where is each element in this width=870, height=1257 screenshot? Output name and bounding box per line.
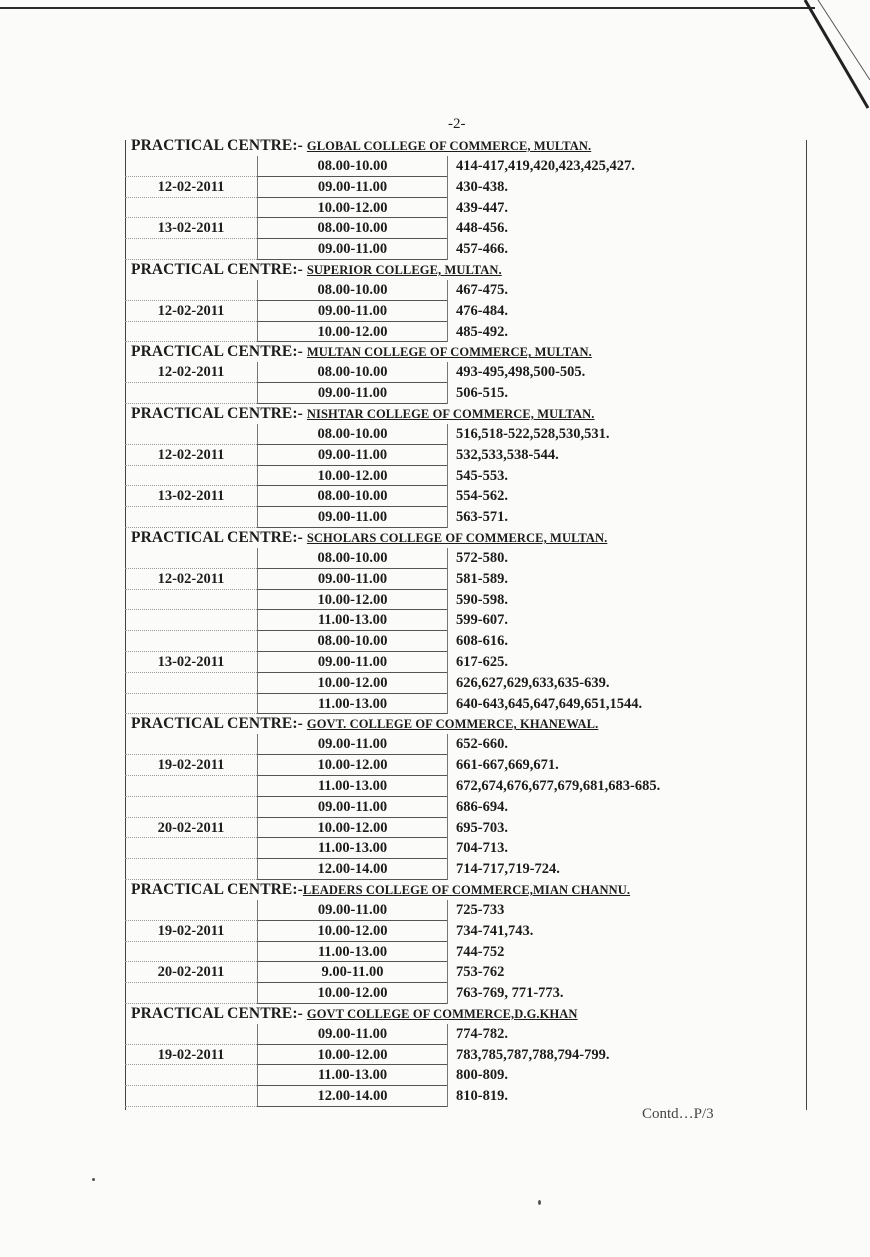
exam-date bbox=[125, 280, 257, 301]
centre-header bbox=[125, 342, 810, 362]
time-slot: 11.00-13.00 bbox=[257, 694, 447, 715]
exam-date bbox=[125, 610, 257, 631]
exam-date: 20-02-2011 bbox=[157, 964, 225, 981]
schedule-row bbox=[125, 590, 810, 611]
scan-speck bbox=[92, 1178, 95, 1181]
time-slot: 09.00-11.00 bbox=[257, 900, 447, 921]
schedule-row bbox=[125, 383, 810, 404]
roll-numbers: 686-694. bbox=[447, 797, 807, 818]
exam-date bbox=[125, 156, 257, 177]
schedule-row bbox=[125, 734, 810, 755]
exam-date bbox=[125, 198, 257, 219]
centre-name: SUPERIOR COLLEGE, MULTAN. bbox=[306, 262, 502, 277]
centre-header bbox=[125, 880, 810, 900]
schedule-row bbox=[125, 694, 810, 715]
time-slot: 09.00-11.00 bbox=[257, 734, 447, 755]
roll-numbers: 581-589. bbox=[447, 569, 807, 590]
roll-numbers: 753-762 bbox=[447, 962, 807, 983]
roll-numbers: 608-616. bbox=[447, 631, 807, 652]
row-divider bbox=[125, 259, 257, 260]
schedule-row bbox=[125, 900, 810, 921]
schedule-row bbox=[125, 776, 810, 797]
roll-numbers: 725-733 bbox=[447, 900, 807, 921]
row-divider bbox=[125, 1106, 257, 1107]
schedule-row bbox=[125, 610, 810, 631]
roll-numbers: 448-456. bbox=[447, 218, 807, 239]
exam-date bbox=[125, 1024, 257, 1045]
roll-numbers: 554-562. bbox=[447, 486, 807, 507]
roll-numbers: 626,627,629,633,635-639. bbox=[447, 673, 807, 694]
exam-date bbox=[125, 239, 257, 260]
centre-name: MULTAN COLLEGE OF COMMERCE, MULTAN. bbox=[306, 345, 592, 360]
schedule-row bbox=[125, 1086, 810, 1107]
page-number: -2- bbox=[448, 116, 466, 132]
roll-numbers: 506-515. bbox=[447, 383, 807, 404]
exam-date bbox=[125, 548, 257, 569]
roll-numbers: 734-741,743. bbox=[447, 921, 807, 942]
roll-numbers: 800-809. bbox=[447, 1065, 807, 1086]
centre-header bbox=[125, 714, 810, 734]
roll-numbers: 744-752 bbox=[447, 942, 807, 963]
schedule-row bbox=[125, 942, 810, 963]
exam-date bbox=[125, 983, 257, 1004]
time-slot: 11.00-13.00 bbox=[257, 942, 447, 963]
schedule-row bbox=[125, 218, 810, 239]
scan-top-border bbox=[0, 7, 815, 9]
scan-corner-mark bbox=[800, 0, 870, 110]
roll-numbers: 695-703. bbox=[447, 818, 807, 839]
roll-numbers: 590-598. bbox=[447, 590, 807, 611]
schedule-row bbox=[125, 673, 810, 694]
exam-date: 19-02-2011 bbox=[157, 1046, 225, 1063]
centre-name: GOVT COLLEGE OF COMMERCE,D.G.KHAN bbox=[306, 1006, 578, 1021]
scan-speck bbox=[538, 1200, 541, 1205]
exam-date: 12-02-2011 bbox=[157, 178, 225, 195]
roll-numbers: 810-819. bbox=[447, 1086, 807, 1107]
schedule-row bbox=[125, 486, 810, 507]
centre-header bbox=[125, 528, 810, 548]
roll-numbers: 599-607. bbox=[447, 610, 807, 631]
roll-numbers: 430-438. bbox=[447, 177, 807, 198]
exam-date bbox=[125, 424, 257, 445]
exam-date bbox=[125, 942, 257, 963]
centre-header bbox=[125, 136, 810, 156]
centre-prefix: PRACTICAL CENTRE:- bbox=[131, 404, 303, 422]
centre-name: LEADERS COLLEGE OF COMMERCE,MIAN CHANNU. bbox=[302, 882, 631, 897]
exam-date bbox=[125, 1065, 257, 1086]
centre-header bbox=[125, 260, 810, 280]
time-slot: 09.00-11.00 bbox=[257, 445, 447, 466]
centre-name: GOVT. COLLEGE OF COMMERCE, KHANEWAL. bbox=[306, 717, 599, 732]
exam-date bbox=[125, 776, 257, 797]
schedule-row bbox=[125, 983, 810, 1004]
schedule-row bbox=[125, 239, 810, 260]
time-slot: 10.00-12.00 bbox=[257, 322, 447, 343]
centre-name: NISHTAR COLLEGE OF COMMERCE, MULTAN. bbox=[306, 406, 595, 421]
schedule-row bbox=[125, 838, 810, 859]
roll-numbers: 704-713. bbox=[447, 838, 807, 859]
roll-numbers: 763-769, 771-773. bbox=[447, 983, 807, 1004]
schedule-row bbox=[125, 198, 810, 219]
time-slot: 12.00-14.00 bbox=[257, 859, 447, 880]
schedule-row bbox=[125, 280, 810, 301]
row-divider bbox=[125, 527, 257, 528]
centre-prefix: PRACTICAL CENTRE:- bbox=[131, 1004, 303, 1022]
centre-prefix: PRACTICAL CENTRE:- bbox=[131, 715, 303, 733]
roll-numbers: 774-782. bbox=[447, 1024, 807, 1045]
exam-date: 13-02-2011 bbox=[157, 488, 225, 505]
time-slot: 08.00-10.00 bbox=[257, 156, 447, 177]
schedule-row bbox=[125, 301, 810, 322]
row-divider bbox=[125, 1003, 257, 1004]
schedule-row bbox=[125, 962, 810, 983]
time-slot: 10.00-12.00 bbox=[257, 755, 447, 776]
time-slot: 09.00-11.00 bbox=[257, 652, 447, 673]
schedule-row bbox=[125, 507, 810, 528]
schedule-row bbox=[125, 156, 810, 177]
exam-date: 12-02-2011 bbox=[157, 446, 225, 463]
roll-numbers: 572-580. bbox=[447, 548, 807, 569]
time-slot: 09.00-11.00 bbox=[257, 507, 447, 528]
schedule-row bbox=[125, 1024, 810, 1045]
time-slot: 11.00-13.00 bbox=[257, 776, 447, 797]
roll-numbers: 640-643,645,647,649,651,1544. bbox=[447, 694, 807, 715]
exam-date bbox=[125, 631, 257, 652]
exam-date: 19-02-2011 bbox=[157, 922, 225, 939]
roll-numbers: 457-466. bbox=[447, 239, 807, 260]
row-divider bbox=[125, 879, 257, 880]
exam-date bbox=[125, 900, 257, 921]
exam-date bbox=[125, 383, 257, 404]
centre-prefix: PRACTICAL CENTRE:- bbox=[131, 260, 303, 278]
row-divider bbox=[125, 713, 257, 714]
roll-numbers: 516,518-522,528,530,531. bbox=[447, 424, 807, 445]
roll-numbers: 652-660. bbox=[447, 734, 807, 755]
centre-prefix: PRACTICAL CENTRE:- bbox=[131, 880, 303, 898]
continued-note: Contd…P/3 bbox=[642, 1106, 714, 1122]
exam-date bbox=[125, 797, 257, 818]
schedule-row bbox=[125, 445, 810, 466]
time-slot: 10.00-12.00 bbox=[257, 466, 447, 487]
time-slot: 10.00-12.00 bbox=[257, 818, 447, 839]
exam-date bbox=[125, 694, 257, 715]
roll-numbers: 467-475. bbox=[447, 280, 807, 301]
schedule-row bbox=[125, 548, 810, 569]
exam-date bbox=[125, 1086, 257, 1107]
exam-date: 19-02-2011 bbox=[157, 757, 225, 774]
centre-header bbox=[125, 404, 810, 424]
time-slot: 10.00-12.00 bbox=[257, 590, 447, 611]
schedule-row bbox=[125, 797, 810, 818]
exam-date bbox=[125, 507, 257, 528]
schedule-row bbox=[125, 569, 810, 590]
time-slot: 11.00-13.00 bbox=[257, 610, 447, 631]
exam-date: 20-02-2011 bbox=[157, 819, 225, 836]
practical-schedule-table bbox=[125, 136, 810, 1107]
exam-date bbox=[125, 466, 257, 487]
time-slot: 08.00-10.00 bbox=[257, 631, 447, 652]
centre-prefix: PRACTICAL CENTRE:- bbox=[131, 137, 303, 154]
roll-numbers: 476-484. bbox=[447, 301, 807, 322]
roll-numbers: 783,785,787,788,794-799. bbox=[447, 1045, 807, 1066]
roll-numbers: 485-492. bbox=[447, 322, 807, 343]
time-slot: 08.00-10.00 bbox=[257, 280, 447, 301]
roll-numbers: 532,533,538-544. bbox=[447, 445, 807, 466]
time-slot: 09.00-11.00 bbox=[257, 177, 447, 198]
roll-numbers: 661-667,669,671. bbox=[447, 755, 807, 776]
exam-date: 12-02-2011 bbox=[157, 570, 225, 587]
time-slot: 11.00-13.00 bbox=[257, 838, 447, 859]
schedule-row bbox=[125, 466, 810, 487]
row-divider bbox=[125, 341, 257, 342]
time-slot: 09.00-11.00 bbox=[257, 797, 447, 818]
time-slot: 08.00-10.00 bbox=[257, 548, 447, 569]
schedule-row bbox=[125, 859, 810, 880]
exam-date: 13-02-2011 bbox=[157, 653, 225, 670]
schedule-row bbox=[125, 424, 810, 445]
exam-date: 12-02-2011 bbox=[157, 302, 225, 319]
time-slot: 12.00-14.00 bbox=[257, 1086, 447, 1107]
schedule-row bbox=[125, 362, 810, 383]
row-divider bbox=[125, 403, 257, 404]
time-slot: 09.00-11.00 bbox=[257, 569, 447, 590]
roll-numbers: 439-447. bbox=[447, 198, 807, 219]
time-slot: 10.00-12.00 bbox=[257, 673, 447, 694]
time-slot: 09.00-11.00 bbox=[257, 1024, 447, 1045]
roll-numbers: 714-717,719-724. bbox=[447, 859, 807, 880]
time-slot: 08.00-10.00 bbox=[257, 218, 447, 239]
centre-prefix: PRACTICAL CENTRE:- bbox=[131, 528, 303, 546]
exam-date: 13-02-2011 bbox=[157, 220, 225, 237]
exam-date bbox=[125, 734, 257, 755]
roll-numbers: 563-571. bbox=[447, 507, 807, 528]
time-slot: 08.00-10.00 bbox=[257, 362, 447, 383]
time-slot: 09.00-11.00 bbox=[257, 301, 447, 322]
roll-numbers: 617-625. bbox=[447, 652, 807, 673]
exam-date bbox=[125, 673, 257, 694]
time-slot: 11.00-13.00 bbox=[257, 1065, 447, 1086]
exam-date bbox=[125, 590, 257, 611]
roll-numbers: 545-553. bbox=[447, 466, 807, 487]
time-slot: 08.00-10.00 bbox=[257, 424, 447, 445]
schedule-row bbox=[125, 631, 810, 652]
time-slot: 09.00-11.00 bbox=[257, 239, 447, 260]
time-slot: 10.00-12.00 bbox=[257, 198, 447, 219]
time-slot: 08.00-10.00 bbox=[257, 486, 447, 507]
schedule-row bbox=[125, 755, 810, 776]
schedule-row bbox=[125, 1065, 810, 1086]
exam-date bbox=[125, 859, 257, 880]
schedule-row bbox=[125, 322, 810, 343]
roll-numbers: 414-417,419,420,423,425,427. bbox=[447, 156, 807, 177]
centre-name: SCHOLARS COLLEGE OF COMMERCE, MULTAN. bbox=[306, 530, 608, 545]
centre-header bbox=[125, 1004, 810, 1024]
time-slot: 10.00-12.00 bbox=[257, 921, 447, 942]
exam-date: 12-02-2011 bbox=[157, 364, 225, 381]
time-slot: 10.00-12.00 bbox=[257, 983, 447, 1004]
time-slot: 09.00-11.00 bbox=[257, 383, 447, 404]
schedule-row bbox=[125, 1045, 810, 1066]
time-slot: 9.00-11.00 bbox=[257, 962, 447, 983]
schedule-row bbox=[125, 921, 810, 942]
schedule-row bbox=[125, 818, 810, 839]
time-slot: 10.00-12.00 bbox=[257, 1045, 447, 1066]
centre-prefix: PRACTICAL CENTRE:- bbox=[131, 343, 303, 361]
schedule-row bbox=[125, 652, 810, 673]
schedule-row bbox=[125, 177, 810, 198]
roll-numbers: 672,674,676,677,679,681,683-685. bbox=[447, 776, 807, 797]
centre-name: GLOBAL COLLEGE OF COMMERCE, MULTAN. bbox=[306, 139, 592, 153]
roll-numbers: 493-495,498,500-505. bbox=[447, 362, 807, 383]
exam-date bbox=[125, 322, 257, 343]
exam-date bbox=[125, 838, 257, 859]
